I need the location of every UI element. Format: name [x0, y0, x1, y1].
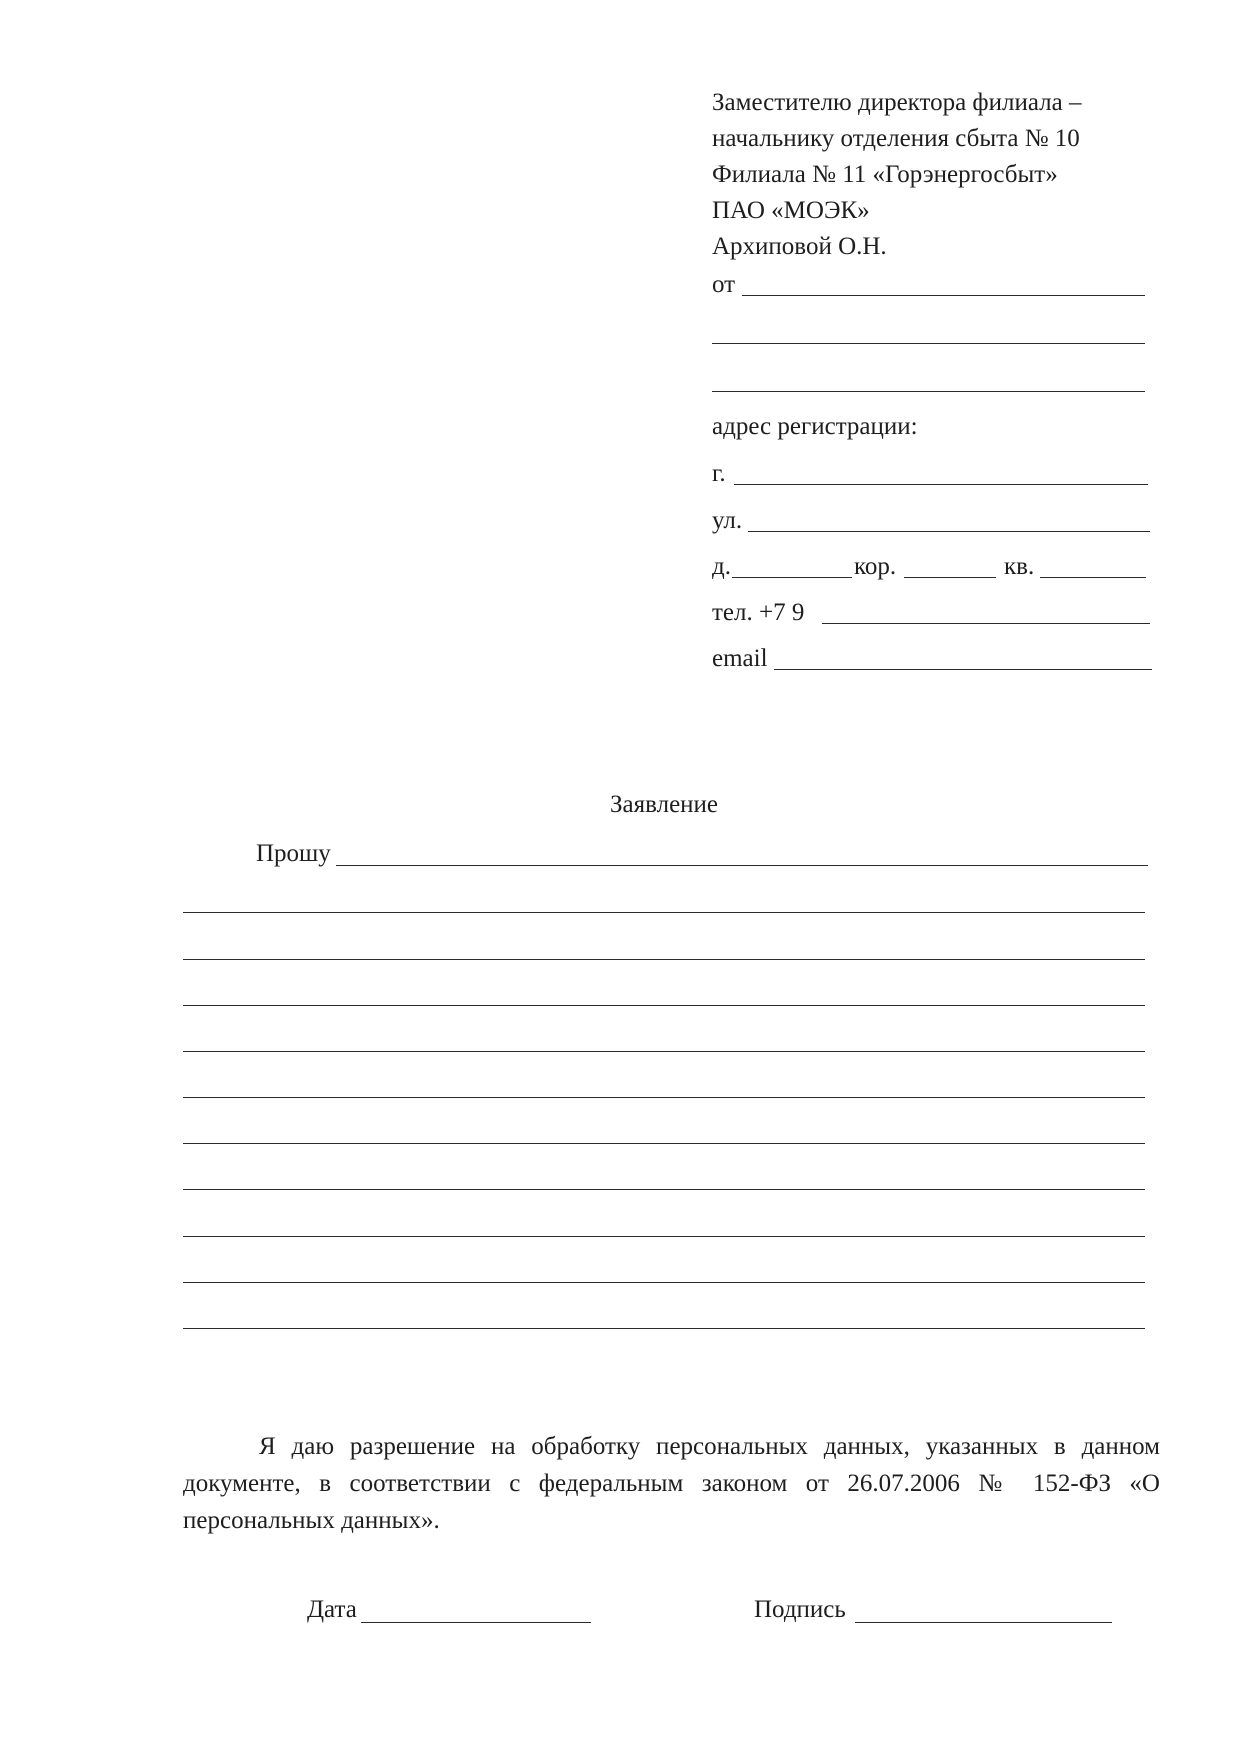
from-field-line-2[interactable] [712, 343, 1145, 344]
date-label: Дата [307, 1596, 357, 1623]
from-field[interactable] [742, 295, 1145, 296]
request-line-5[interactable] [183, 1051, 1145, 1052]
city-field[interactable] [734, 484, 1148, 485]
building-label: кор. [854, 553, 897, 580]
email-field[interactable] [774, 669, 1152, 670]
phone-field[interactable] [822, 623, 1150, 624]
request-label: Прошу [256, 840, 331, 867]
apartment-field[interactable] [1040, 577, 1146, 578]
from-label: от [712, 271, 736, 298]
from-field-line-3[interactable] [712, 391, 1145, 392]
street-field[interactable] [748, 531, 1150, 532]
house-label: д. [712, 553, 731, 580]
phone-label: тел. +7 9 [712, 599, 805, 626]
signature-field[interactable] [855, 1622, 1112, 1623]
request-line-2[interactable] [183, 912, 1145, 913]
city-label: г. [712, 460, 726, 487]
street-label: ул. [712, 507, 743, 534]
request-field[interactable] [336, 865, 1148, 866]
address-label: адрес регистрации: [712, 413, 918, 440]
apartment-label: кв. [1004, 553, 1035, 580]
request-line-3[interactable] [183, 959, 1145, 960]
recipient-line-3: Филиала № 11 «Горэнергосбыт» [712, 161, 1058, 188]
email-label: email [712, 645, 768, 672]
recipient-line-4: ПАО «МОЭК» [712, 197, 870, 224]
recipient-line-1: Заместителю директора филиала – [712, 89, 1082, 116]
house-field[interactable] [732, 577, 852, 578]
request-line-7[interactable] [183, 1143, 1145, 1144]
recipient-line-2: начальнику отделения сбыта № 10 [712, 125, 1080, 152]
document-title: Заявление [610, 791, 719, 818]
signature-label: Подпись [754, 1596, 846, 1623]
request-line-10[interactable] [183, 1282, 1145, 1283]
request-line-6[interactable] [183, 1097, 1145, 1098]
request-line-11[interactable] [183, 1328, 1145, 1329]
request-line-8[interactable] [183, 1189, 1145, 1190]
request-line-9[interactable] [183, 1236, 1145, 1237]
date-field[interactable] [361, 1622, 591, 1623]
building-field[interactable] [904, 577, 996, 578]
request-line-4[interactable] [183, 1005, 1145, 1006]
recipient-line-5: Архиповой О.Н. [712, 233, 887, 260]
consent-paragraph: Я даю разрешение на обработку персональных данных, указанных в данном документе, в соответствии с федеральным законом от 26.07.2006 № 152-ФЗ «О персональных данных». [183, 1433, 1160, 1534]
